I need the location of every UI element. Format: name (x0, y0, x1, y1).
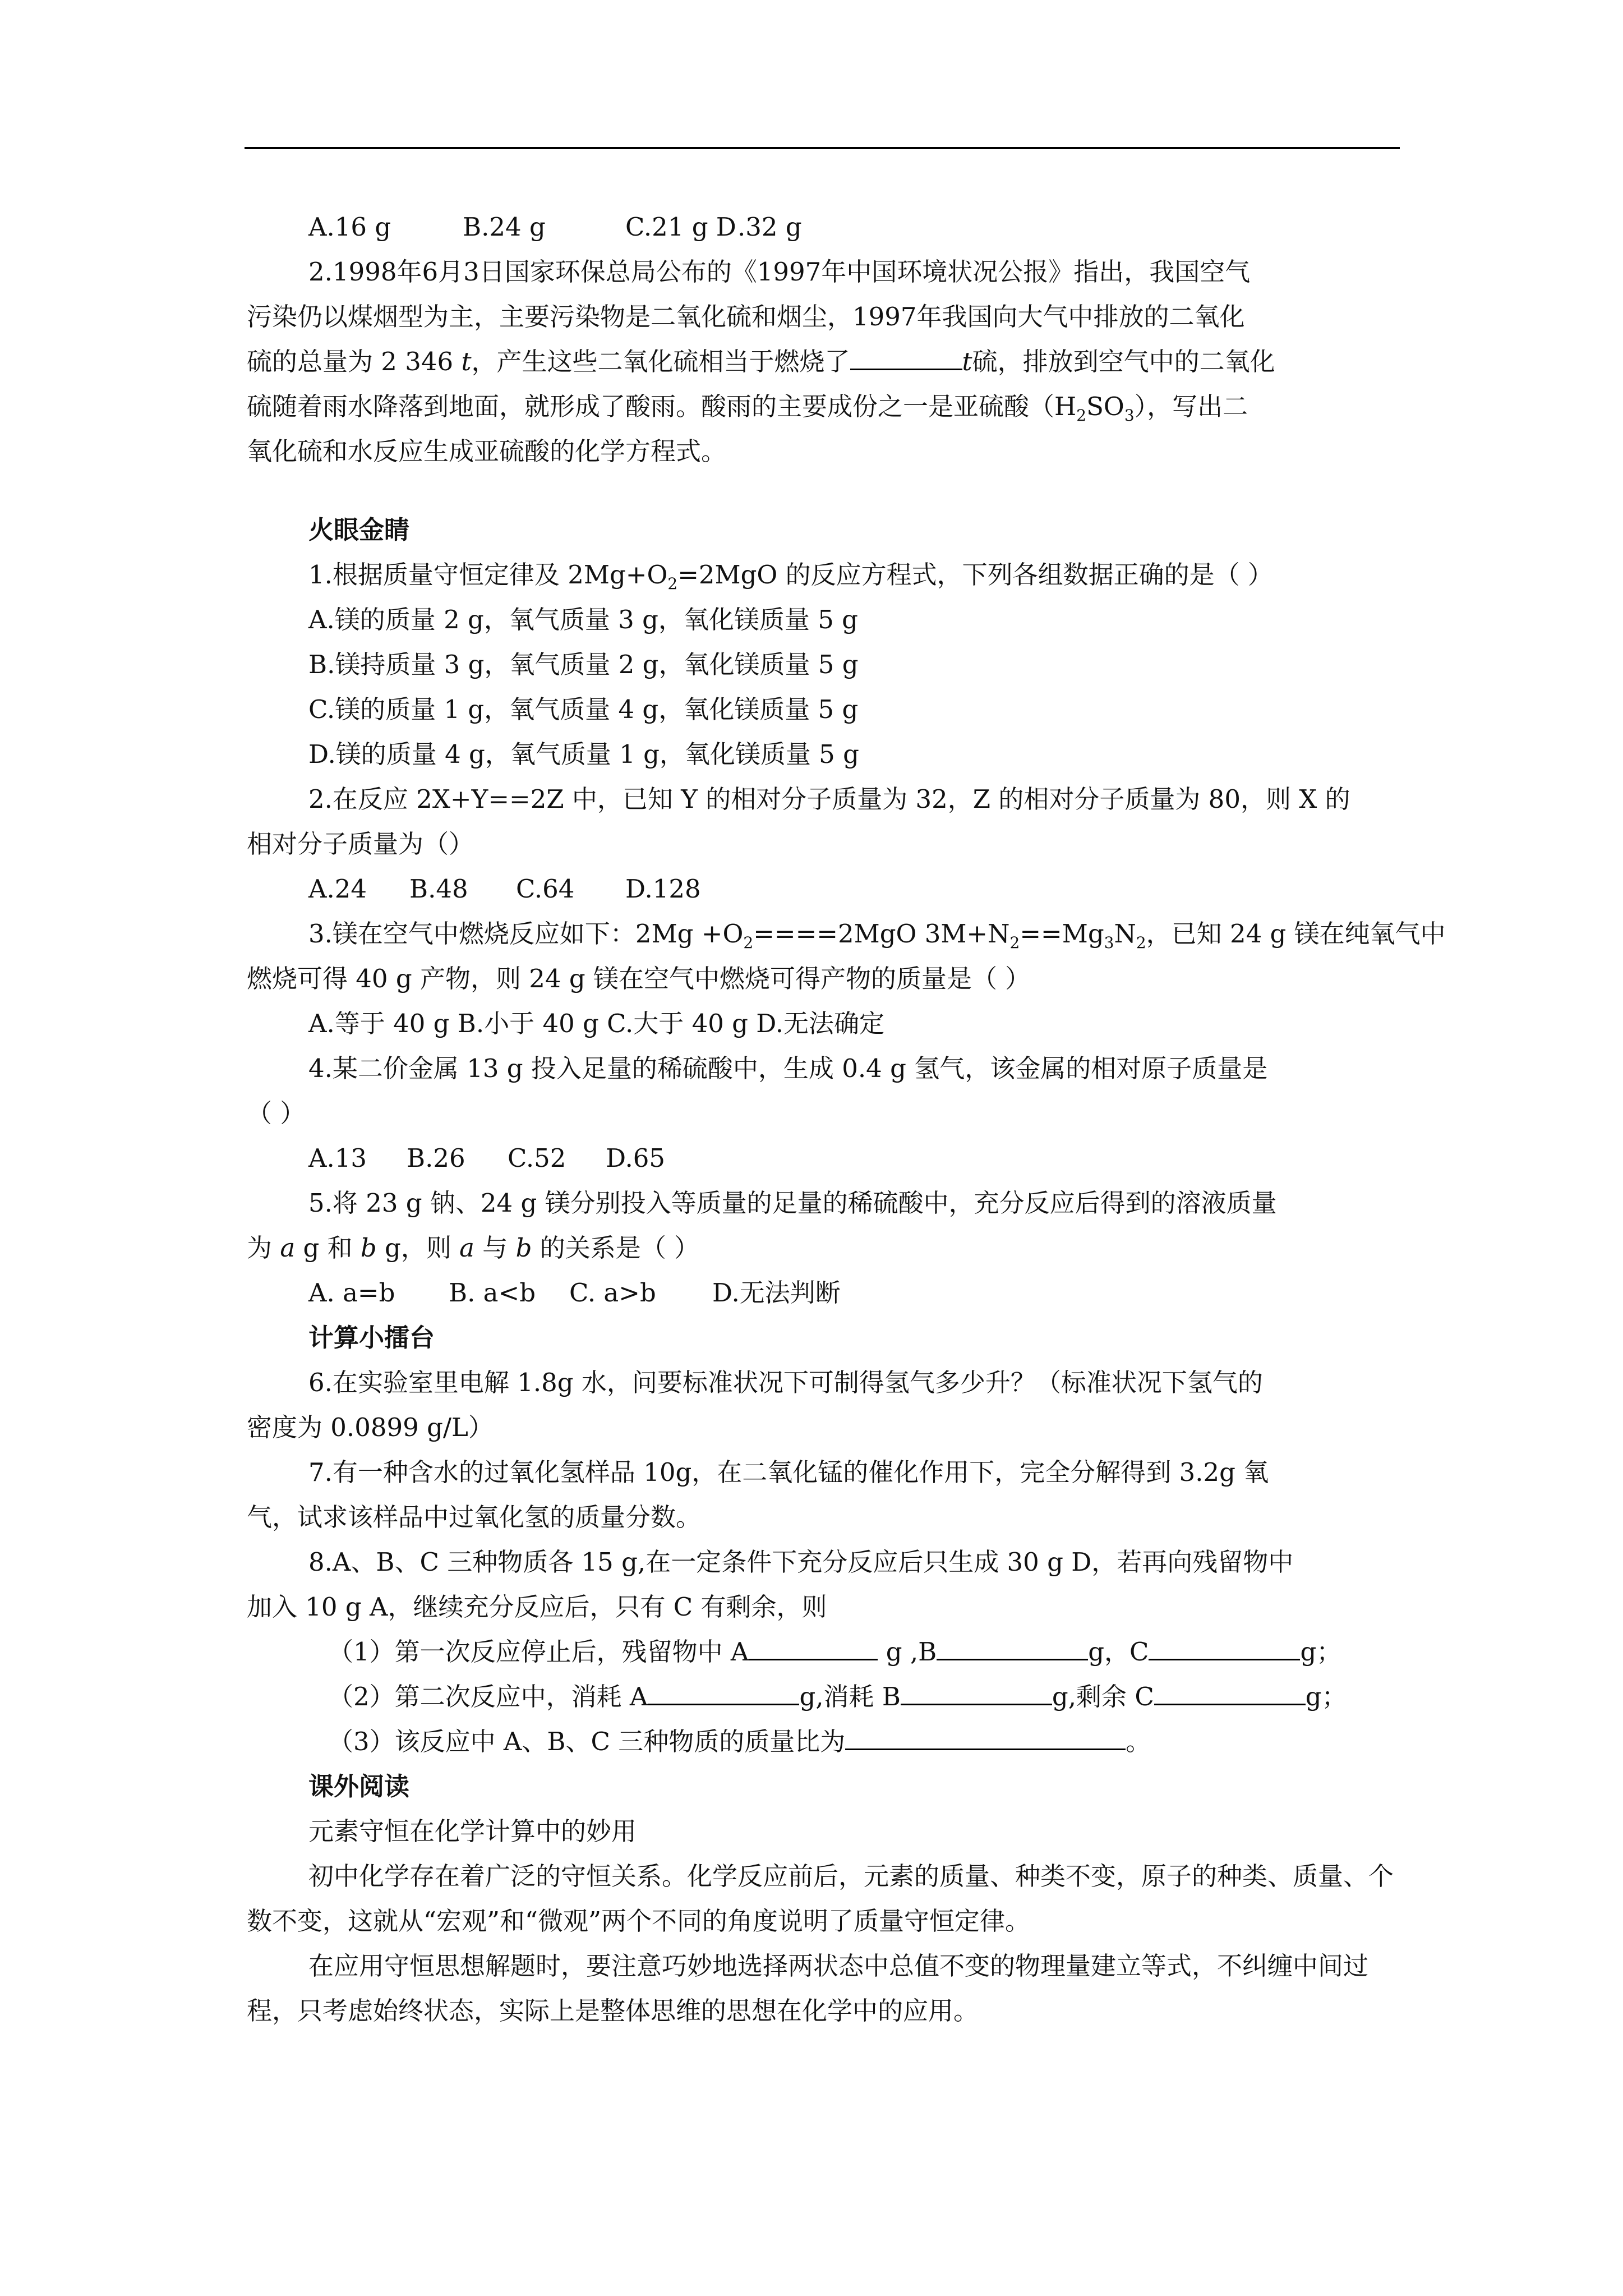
option: B.26 (407, 1143, 465, 1173)
reading-paragraph: 在应用守恒思想解题时，要注意巧妙地选择两状态中总值不变的物理量建立等式，不纠缠中间过程，只考虑始终状态，实际上是整体思维的思想在化学中的应用。 (247, 1951, 1369, 2026)
option: D.无法判断 (712, 1278, 841, 1308)
top-options (247, 205, 1402, 250)
options-row (247, 867, 1402, 912)
answer-blank[interactable] (1149, 1633, 1300, 1660)
answer-blank[interactable] (1154, 1678, 1306, 1705)
option: A.16 g (308, 212, 391, 242)
answer-blank[interactable] (937, 1633, 1088, 1660)
option: A. a=b (308, 1278, 395, 1308)
answer-blank[interactable] (648, 1678, 799, 1705)
question-stem: 相对分子质量为（） (247, 829, 474, 859)
question-stem: 2.在反应 2X+Y==2Z 中，已知 Y 的相对分子质量为 32，Z 的相对分子质量为 80，则 X 的 (308, 784, 1350, 814)
option: C.镁的质量 1 g，氧气质量 4 g，氧化镁质量 5 g (308, 694, 859, 724)
options-row (247, 1136, 1402, 1181)
document-body (247, 205, 1446, 2033)
reading-subtitle: 元素守恒在化学计算中的妙用 (308, 1816, 637, 1846)
option: B. a<b (449, 1278, 536, 1308)
sub-question: （1）第一次反应停止后，残留物中 A g ,B g，C g； (247, 1630, 1402, 1674)
option: C.52 (508, 1143, 566, 1173)
q2-line: 污染仍以煤烟型为主，主要污染物是二氧化硫和烟尘，1997年我国向大气中排放的二氧化 (247, 302, 1245, 332)
answer-blank[interactable] (850, 343, 962, 370)
option: D.镁的质量 4 g，氧气质量 1 g，氧化镁质量 5 g (308, 739, 859, 769)
question-stem: 4.某二价金属 13 g 投入足量的稀硫酸中，生成 0.4 g 氢气，该金属的相对原子质量是 (308, 1053, 1268, 1083)
question-stem: 燃烧可得 40 g 产物，则 24 g 镁在空气中燃烧可得产物的质量是（ ） (247, 964, 1031, 993)
question-stem: 6.在实验室里电解 1.8g 水，问要标准状况下可制得氢气多少升？（标准状况下氢气的 (308, 1368, 1263, 1397)
answer-blank[interactable] (901, 1678, 1052, 1705)
question-stem: 3.镁在空气中燃烧反应如下：$2Mg +O_2====2MgO$ $3M+N_2==Mg_3N_2$，已知 24 g 镁在纯氧气中 (308, 919, 1446, 952)
q2-line: 硫的总量为 2 346 t，产生这些二氧化硫相当于燃烧了 t硫，排放到空气中的二氧化 (247, 339, 1402, 384)
section-heading: 火眼金睛 (308, 515, 410, 545)
option: B.镁持质量 3 g，氧气质量 2 g，氧化镁质量 5 g (308, 650, 859, 679)
question-stem: （ ） (247, 1098, 306, 1128)
question-stem: 8.A、B、C 三种物质各 15 g,在一定条件下充分反应后只生成 30 g D，若再向残留物中 (308, 1547, 1294, 1577)
option: D.65 (606, 1143, 666, 1173)
q2-line: 氧化硫和水反应生成亚硫酸的化学方程式。 (247, 436, 727, 466)
sub-question: （3）该反应中 A、B、C 三种物质的质量比为 。 (247, 1719, 1402, 1764)
option: B.24 g (463, 212, 546, 242)
question-stem: 加入 10 g A，继续充分反应后，只有 C 有剩余，则 (247, 1592, 827, 1622)
answer-blank[interactable] (845, 1723, 1126, 1750)
section-heading: 课外阅读 (308, 1772, 410, 1801)
question-stem: 7.有一种含水的过氧化氢样品 10g，在二氧化锰的催化作用下，完全分解得到 3.2g 氧 (308, 1457, 1269, 1487)
question-stem: 5.将 23 g 钠、24 g 镁分别投入等质量的足量的稀硫酸中，充分反应后得到的溶液质量 (308, 1188, 1277, 1218)
option: .32 g (737, 212, 802, 242)
options-row: A.等于 40 g B.小于 40 g C.大于 40 g D.无法确定 (308, 1009, 885, 1038)
question-stem: 密度为 0.0899 g/L） (247, 1412, 494, 1442)
reading-paragraph: 初中化学存在着广泛的守恒关系。化学反应前后，元素的质量、种类不变，原子的种类、质量、个数不变，这就从“宏观”和“微观”两个不同的角度说明了质量守恒定律。 (247, 1861, 1394, 1936)
option: A.24 (308, 874, 367, 904)
q2-line: 硫随着雨水降落到地面，就形成了酸雨。酸雨的主要成份之一是亚硫酸$(H_2SO_3)$，写出二 (247, 392, 1248, 425)
section-heading: 计算小擂台 (308, 1323, 435, 1352)
answer-blank[interactable] (749, 1633, 878, 1660)
header-rule (245, 147, 1400, 149)
option: A.镁的质量 2 g，氧气质量 3 g，氧化镁质量 5 g (308, 605, 858, 634)
option: D.128 (625, 874, 701, 904)
sub-question: （2）第二次反应中，消耗 A g,消耗 B g,剩余 C g； (247, 1674, 1402, 1719)
question-stem: 为 a g 和 b g，则 a 与 b 的关系是（ ） (247, 1233, 699, 1263)
question-stem: 气，试求该样品中过氧化氢的质量分数。 (247, 1502, 702, 1532)
q2-line: 2.1998年6月3日国家环保总局公布的《1997年中国环境状况公报》指出，我国空气 (308, 257, 1251, 287)
question-stem: 1.根据质量守恒定律及 $2Mg+O_2=2MgO$ 的反应方程式，下列各组数据正确的是（ ） (308, 560, 1273, 593)
option: C.21 g D (625, 212, 736, 242)
option: C.64 (516, 874, 575, 904)
option: A.13 (308, 1143, 367, 1173)
options-row (247, 1271, 1402, 1315)
option: B.48 (409, 874, 468, 904)
option: C. a>b (569, 1278, 656, 1308)
